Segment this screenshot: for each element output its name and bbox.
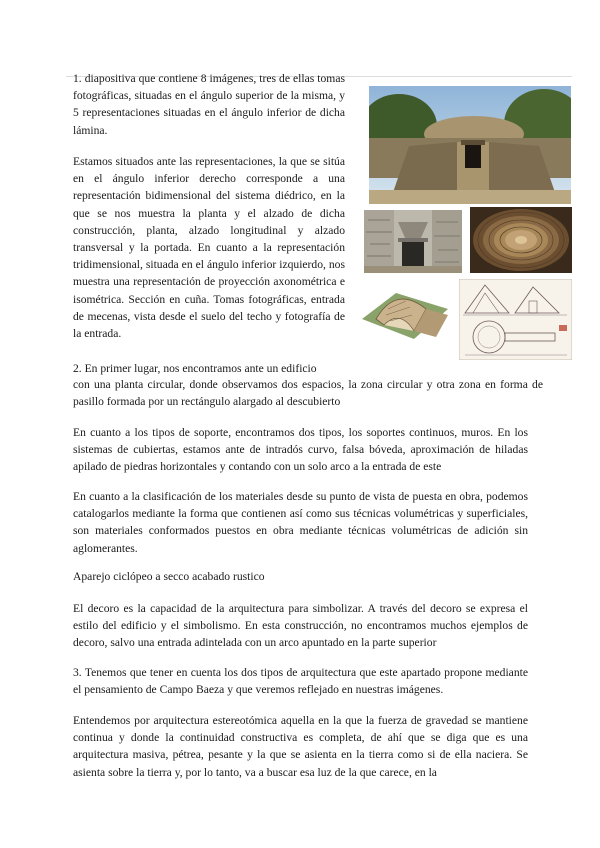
paragraph-9: Entendemos por arquitectura estereotómica aquella en la que la fuerza de gravedad se mantiene continua y donde la continuidad constructiva es completa, de ahí que se diga que es una arquitectura masiva, pétrea, pesante y la que se asienta en la tierra como si de ella naciera. Se asienta sobre la tierra y, por lo tanto, va a buscar esa luz de la que carece, en la	[73, 714, 528, 779]
paragraph-3-rest: con una planta circular, donde observamos dos espacios, la zona circular y otra zona en forma de pasillo formada por un rectángulo alargado al descubierto	[73, 378, 543, 409]
paragraph-2: Estamos situados ante las representaciones, la que se sitúa en el ángulo inferior derecho corresponde a una representación bidimensional del sistema diédrico, en la que se nos muestra la planta y el alzado de dicha construcción, planta, alzado longitudinal y alzado transversal y la portada. En cuanto a la representación tridimensional, situada en el ángulo inferior izquierdo, nos muestra una representación de proyección axonométrica e isométrica. Sección en cuña. Tomas fotográficas, entrada de mecenas, vista desde el suelo del techo y fotografía de la entrada.	[73, 155, 345, 341]
photo-tholos-entrance	[369, 86, 571, 204]
axonometric-section-drawing	[356, 279, 454, 347]
paragraph-3-line-1: 2. En primer lugar, nos encontramos ante un edificio	[73, 362, 317, 375]
photo-dome-interior	[470, 207, 572, 273]
paragraph-8: 3. Tenemos que tener en cuenta los dos tipos de arquitectura que este apartado propone mediante el pensamiento de Campo Baeza y que veremos reflejado en nuestras imágenes.	[73, 666, 528, 697]
paragraph-7: El decoro es la capacidad de la arquitectura para simbolizar. A través del decoro se expresa el estilo del edificio y el simbolismo. En esta construcción, no encontramos muchos ejemplos de decoro, salvo una entrada adintelada con un arco apuntado en la parte superior	[73, 602, 528, 650]
paragraph-4: En cuanto a los tipos de soporte, encontramos dos tipos, los soportes continuos, muros. En los sistemas de cubiertas, estamos ante de intradós curvo, falsa bóveda, aproximación de hiladas apilado de piedras horizontales y contando con un solo arco a la entrada de este	[73, 426, 528, 474]
paragraph-6: Aparejo ciclópeo a secco acabado rustico	[73, 570, 265, 583]
paragraph-5: En cuanto a la clasificación de los materiales desde su punto de vista de puesta en obra, podemos catalogarlos mediante la forma que contienen así como sus técnicas volumétricas y superficiales, son materiales conformados puestos en obra mediante técnicas volumétricas de adición sin aglomerantes.	[73, 490, 528, 555]
diedric-plan-elevation-drawing	[459, 279, 572, 360]
photo-lion-gate	[364, 210, 462, 273]
paragraph-1: 1. diapositiva que contiene 8 imágenes, tres de ellas tomas fotográficas, situadas en el ángulo superior de la misma, y 5 representaciones situadas en el ángulo inferior de dicha lámina.	[73, 72, 345, 137]
